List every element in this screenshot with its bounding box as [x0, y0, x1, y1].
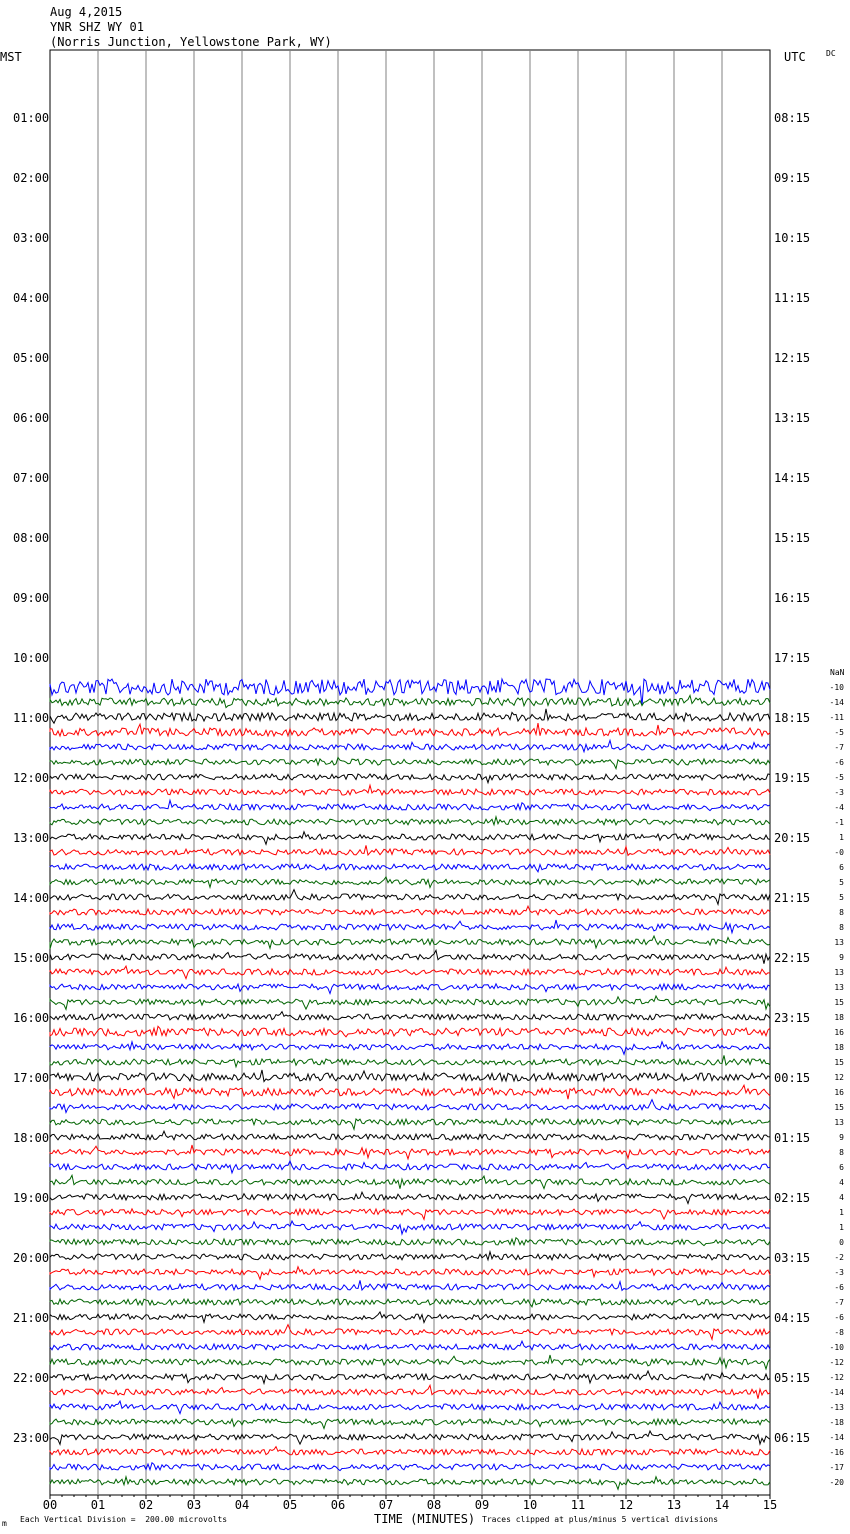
right-hour-label: 06:15	[774, 1431, 811, 1445]
trace-offset-label: -17	[829, 1463, 844, 1472]
trace-offset-label: -11	[829, 713, 844, 722]
left-hour-label: 12:00	[13, 771, 50, 785]
right-hour-label: 00:15	[774, 1071, 811, 1085]
left-hour-label: 01:00	[13, 111, 50, 125]
right-hour-label: 11:15	[774, 291, 811, 305]
left-hour-label: 13:00	[13, 831, 50, 845]
seismic-trace	[50, 1175, 770, 1188]
trace-offset-label: 9	[839, 1133, 844, 1142]
x-tick-label: 11	[570, 1498, 586, 1512]
seismic-trace	[50, 1267, 770, 1280]
left-hour-label: 06:00	[13, 411, 50, 425]
seismic-trace	[50, 1419, 770, 1429]
trace-offset-label: -6	[834, 1283, 844, 1292]
seismic-trace	[50, 877, 770, 888]
trace-offset-label: 8	[839, 908, 844, 917]
seismic-trace	[50, 1325, 770, 1340]
trace-offset-label: 1	[839, 1208, 844, 1217]
seismic-trace	[50, 1385, 770, 1398]
right-timezone-label: UTC	[784, 50, 806, 64]
trace-offset-label: 8	[839, 923, 844, 932]
trace-offset-label: 8	[839, 1148, 844, 1157]
left-hour-label: 17:00	[13, 1071, 50, 1085]
trace-offset-label: -1	[834, 818, 844, 827]
seismic-trace	[50, 1401, 770, 1414]
seismic-trace	[50, 1119, 770, 1129]
trace-offset-label: -6	[834, 758, 844, 767]
right-hour-label: 05:15	[774, 1371, 811, 1385]
seismic-trace	[50, 1161, 770, 1173]
seismic-trace	[50, 1252, 770, 1260]
right-hour-label: 21:15	[774, 891, 811, 905]
trace-offset-label: -10	[829, 1343, 844, 1352]
trace-offset-label: -5	[834, 728, 844, 737]
seismic-trace	[50, 1070, 770, 1082]
right-hour-label: 01:15	[774, 1131, 811, 1145]
trace-offset-label: -14	[829, 1388, 844, 1397]
seismic-trace	[50, 1341, 770, 1350]
trace-offset-label: 12	[834, 1073, 844, 1082]
header-location: (Norris Junction, Yellowstone Park, WY)	[50, 35, 332, 49]
left-hour-label: 11:00	[13, 711, 50, 725]
trace-offset-label: 16	[834, 1088, 844, 1097]
header-station: YNR SHZ WY 01	[50, 20, 144, 34]
seismic-trace	[50, 1100, 770, 1113]
seismic-trace	[50, 817, 770, 825]
trace-offset-label: -0	[834, 848, 844, 857]
seismic-trace	[50, 1131, 770, 1140]
trace-offset-label: 13	[834, 938, 844, 947]
trace-offset-label: -4	[834, 803, 844, 812]
seismic-trace	[50, 1145, 770, 1159]
seismic-trace	[50, 1026, 770, 1037]
seismic-trace	[50, 1447, 770, 1455]
left-hour-label: 19:00	[13, 1191, 50, 1205]
right-hour-label: 19:15	[774, 771, 811, 785]
trace-offset-label: -14	[829, 698, 844, 707]
x-axis-label: TIME (MINUTES)	[374, 1512, 476, 1526]
trace-offset-label: -2	[834, 1253, 844, 1262]
seismic-trace	[50, 890, 770, 905]
right-hour-label: 13:15	[774, 411, 811, 425]
left-hour-label: 20:00	[13, 1251, 50, 1265]
trace-offset-label: 6	[839, 863, 844, 872]
trace-offset-label: 13	[834, 983, 844, 992]
seismic-trace	[50, 1463, 770, 1471]
left-hour-label: 08:00	[13, 531, 50, 545]
trace-offset-label: -3	[834, 788, 844, 797]
right-hour-label: 15:15	[774, 531, 811, 545]
trace-offset-label: -6	[834, 1313, 844, 1322]
trace-offset-label: 1	[839, 1223, 844, 1232]
trace-offset-label: 1	[839, 833, 844, 842]
x-tick-label: 10	[522, 1498, 538, 1512]
trace-offset-label: 9	[839, 953, 844, 962]
seismic-trace	[50, 1431, 770, 1444]
seismic-trace	[50, 758, 770, 769]
trace-offset-label: -7	[834, 743, 844, 752]
x-tick-label: 00	[42, 1498, 58, 1512]
right-hour-label: 23:15	[774, 1011, 811, 1025]
right-hour-label: 16:15	[774, 591, 811, 605]
footer-scale: Each Vertical Division = 200.00 microvolts	[20, 1515, 228, 1524]
seismic-trace	[50, 695, 770, 707]
right-hour-label: 10:15	[774, 231, 811, 245]
trace-offset-label: 4	[839, 1193, 844, 1202]
x-tick-label: 04	[234, 1498, 250, 1512]
trace-offset-label: 13	[834, 1118, 844, 1127]
trace-offset-label: -3	[834, 1268, 844, 1277]
left-hour-label: 05:00	[13, 351, 50, 365]
seismic-trace	[50, 774, 770, 783]
left-hour-label: 14:00	[13, 891, 50, 905]
footer-corner-mark: m	[2, 1519, 7, 1528]
left-hour-label: 23:00	[13, 1431, 50, 1445]
seismic-trace	[50, 984, 770, 994]
right-hour-label: 12:15	[774, 351, 811, 365]
seismic-trace	[50, 1012, 770, 1020]
seismic-trace	[50, 950, 770, 963]
seismic-trace	[50, 1042, 770, 1055]
trace-offset-label: -7	[834, 1298, 844, 1307]
right-hour-label: 08:15	[774, 111, 811, 125]
x-tick-label: 01	[90, 1498, 106, 1512]
trace-offset-label: 18	[834, 1013, 844, 1022]
seismic-trace	[50, 1371, 770, 1383]
left-hour-label: 02:00	[13, 171, 50, 185]
trace-offset-label: -16	[829, 1448, 844, 1457]
seismic-trace	[50, 1221, 770, 1234]
seismic-trace	[50, 709, 770, 723]
seismic-trace	[50, 1280, 770, 1290]
seismic-trace	[50, 800, 770, 810]
header-date: Aug 4,2015	[50, 5, 123, 19]
trace-offset-label: -12	[829, 1358, 844, 1367]
trace-offset-label: 15	[834, 998, 844, 1007]
footer-clip-note: Traces clipped at plus/minus 5 vertical divisions	[482, 1515, 719, 1524]
x-tick-label: 09	[474, 1498, 490, 1512]
trace-offset-label: -13	[829, 1403, 844, 1412]
x-tick-label: 02	[138, 1498, 154, 1512]
trace-offset-label: 0	[839, 1238, 844, 1247]
trace-offset-label: -5	[834, 773, 844, 782]
left-hour-label: 15:00	[13, 951, 50, 965]
right-hour-label: 20:15	[774, 831, 811, 845]
trace-offset-label: -18	[829, 1418, 844, 1427]
right-hour-label: 17:15	[774, 651, 811, 665]
trace-offset-label: 15	[834, 1103, 844, 1112]
x-tick-label: 15	[762, 1498, 778, 1512]
x-tick-label: 12	[618, 1498, 634, 1512]
seismic-trace	[50, 1312, 770, 1323]
left-hour-label: 21:00	[13, 1311, 50, 1325]
left-hour-label: 18:00	[13, 1131, 50, 1145]
seismic-trace	[50, 1085, 770, 1099]
trace-offset-label: -12	[829, 1373, 844, 1382]
seismic-trace	[50, 966, 770, 979]
right-hour-label: 14:15	[774, 471, 811, 485]
trace-offset-label: 5	[839, 893, 844, 902]
right-hour-label: 04:15	[774, 1311, 811, 1325]
seismic-trace	[50, 1299, 770, 1307]
nan-label: NaN	[830, 668, 845, 677]
left-hour-label: 07:00	[13, 471, 50, 485]
left-hour-label: 04:00	[13, 291, 50, 305]
right-hour-label: 18:15	[774, 711, 811, 725]
trace-offset-label: -10	[829, 683, 844, 692]
trace-offset-label: 16	[834, 1028, 844, 1037]
x-tick-label: 06	[330, 1498, 346, 1512]
right-hour-label: 02:15	[774, 1191, 811, 1205]
trace-offset-label: -14	[829, 1433, 844, 1442]
seismic-trace	[50, 740, 770, 751]
trace-offset-label: 4	[839, 1178, 844, 1187]
trace-offset-label: 15	[834, 1058, 844, 1067]
right-hour-label: 22:15	[774, 951, 811, 965]
x-tick-label: 08	[426, 1498, 442, 1512]
left-hour-label: 22:00	[13, 1371, 50, 1385]
left-hour-label: 10:00	[13, 651, 50, 665]
left-timezone-label: MST	[0, 50, 22, 64]
seismic-trace	[50, 936, 770, 949]
seismic-trace	[50, 920, 770, 933]
seismic-trace	[50, 1192, 770, 1203]
trace-offset-label: 5	[839, 878, 844, 887]
left-hour-label: 03:00	[13, 231, 50, 245]
seismic-trace	[50, 906, 770, 915]
seismic-trace	[50, 1209, 770, 1220]
seismic-trace	[50, 864, 770, 872]
seismic-trace	[50, 723, 770, 736]
x-tick-label: 03	[186, 1498, 202, 1512]
x-tick-label: 14	[714, 1498, 730, 1512]
seismic-trace	[50, 1355, 770, 1369]
seismic-trace	[50, 785, 770, 795]
x-tick-label: 13	[666, 1498, 682, 1512]
seismic-trace	[50, 1055, 770, 1066]
x-tick-label: 05	[282, 1498, 298, 1512]
trace-offset-label: -8	[834, 1328, 844, 1337]
seismic-trace	[50, 845, 770, 855]
left-hour-label: 16:00	[13, 1011, 50, 1025]
dc-label: DC	[826, 49, 836, 58]
right-hour-label: 03:15	[774, 1251, 811, 1265]
left-hour-label: 09:00	[13, 591, 50, 605]
seismic-trace	[50, 832, 770, 845]
x-tick-label: 07	[378, 1498, 394, 1512]
plot-frame	[50, 50, 770, 1495]
right-hour-label: 09:15	[774, 171, 811, 185]
trace-offset-label: 13	[834, 968, 844, 977]
trace-offset-label: -20	[829, 1478, 844, 1487]
trace-offset-label: 18	[834, 1043, 844, 1052]
trace-offset-label: 6	[839, 1163, 844, 1172]
seismic-trace	[50, 1477, 770, 1490]
seismic-trace	[50, 996, 770, 1009]
seismic-trace	[50, 1238, 770, 1246]
